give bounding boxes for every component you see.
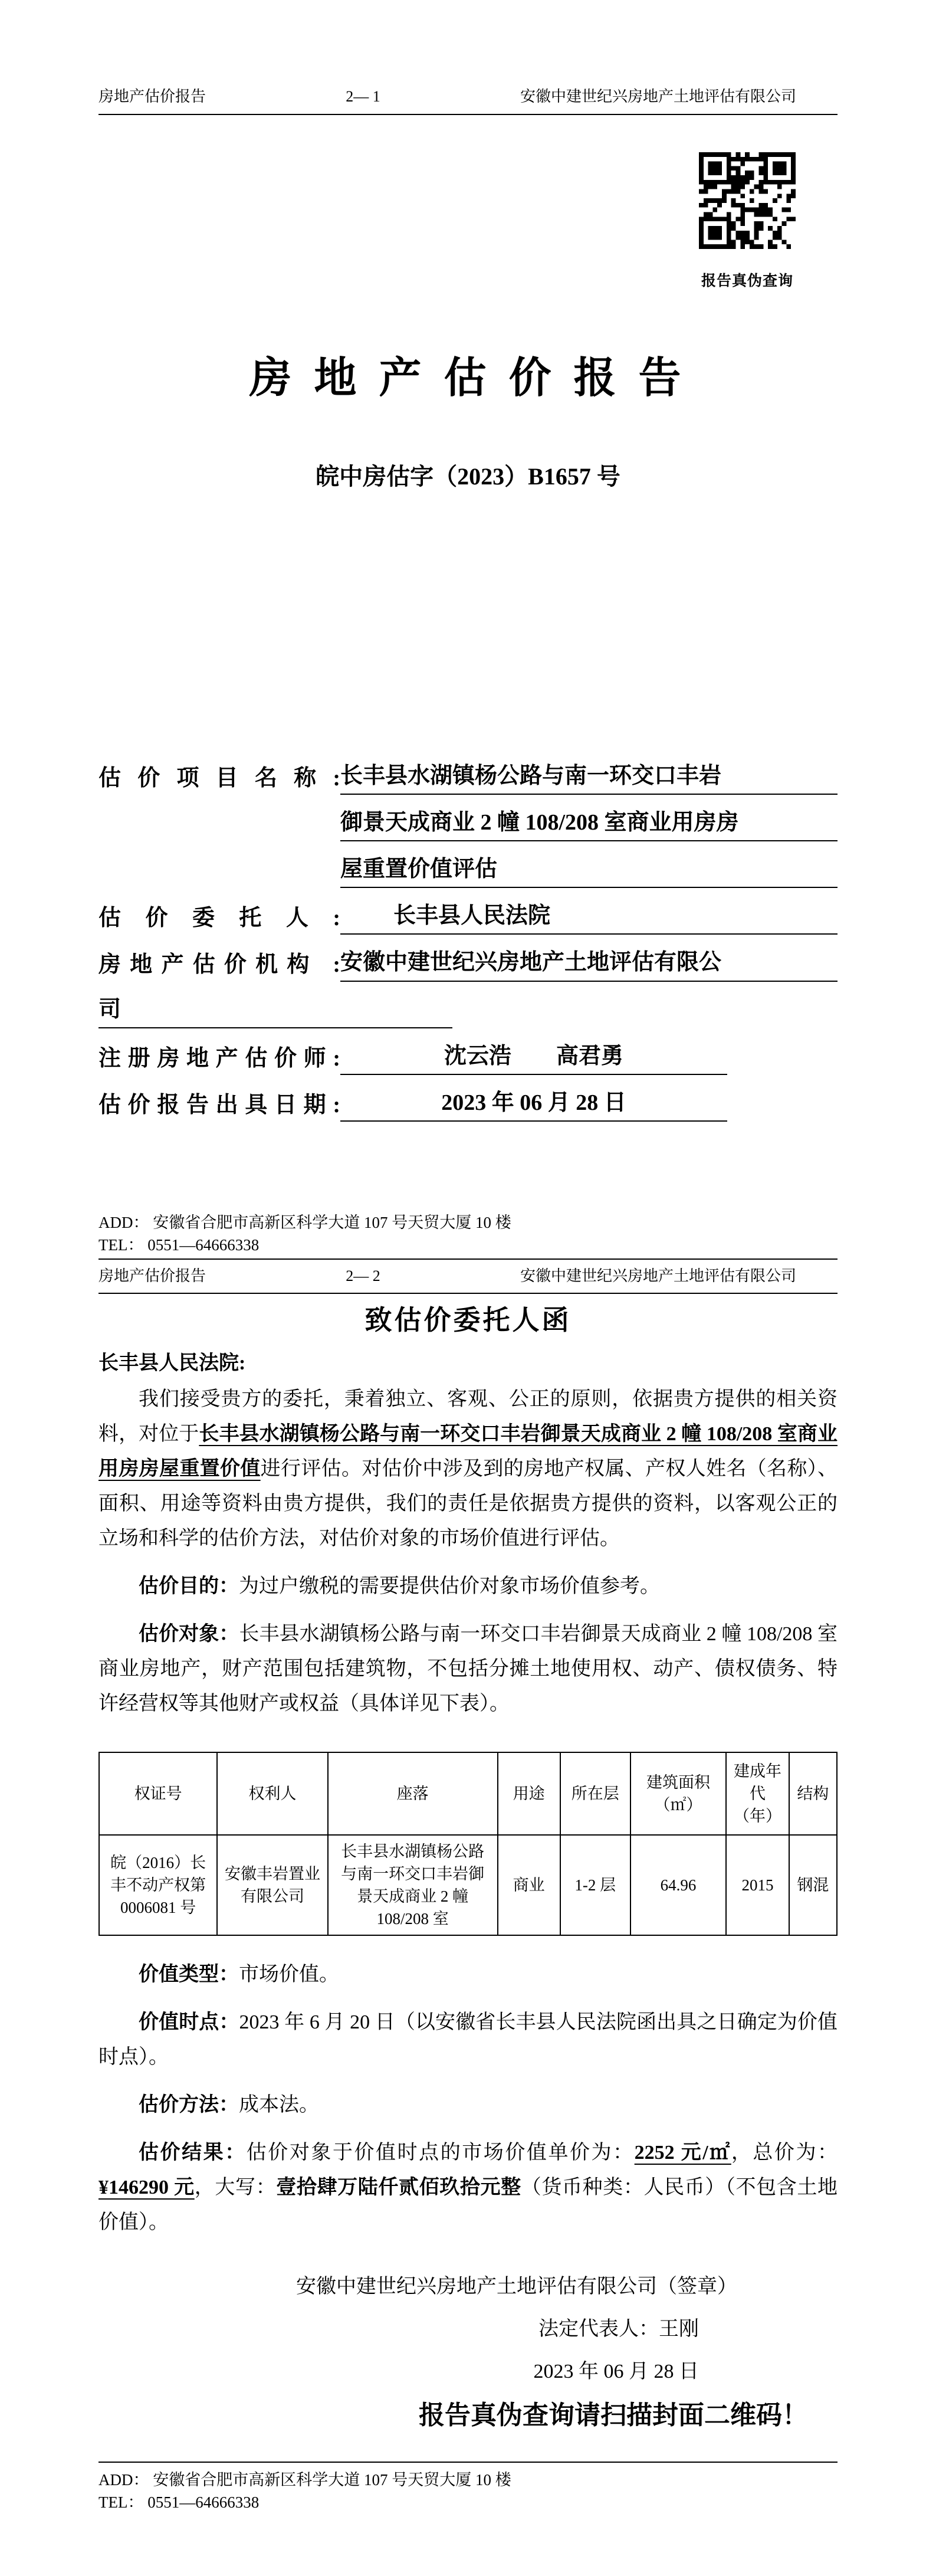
value-type-label: 价值类型： <box>139 1964 239 1986</box>
purpose-paragraph <box>98 1569 838 1604</box>
header-doc-title: 房地产估价报告 <box>98 88 206 105</box>
project-name-label: 估 价 项 目 名 称 : <box>98 766 340 791</box>
col-certificate-no: 权证号 <box>99 1752 217 1835</box>
footer-rule <box>98 2462 838 2463</box>
qr-block <box>699 152 796 290</box>
form-row-project-cont1 <box>340 807 838 841</box>
method-label: 估价方法： <box>139 2094 239 2116</box>
subject-label: 估价对象： <box>139 1623 239 1646</box>
header-page-number: 2— 2 <box>346 1267 380 1284</box>
result-label: 估价结果： <box>139 2142 247 2164</box>
value-date-text: 2023 年 6 月 20 日（以安徽省长丰县人民法院函出具之日确定为价值时点）。 <box>98 2011 838 2069</box>
cover-form <box>98 760 838 1122</box>
header-doc-title: 房地产估价报告 <box>98 1267 206 1284</box>
signature-block <box>98 2266 838 2393</box>
agency-line2: 司 <box>98 994 452 1028</box>
qr-scan-notice: 报告真伪查询请扫描封面二维码！ <box>419 2401 808 2430</box>
purpose-text: 为过户缴税的需要提供估价对象市场价值参考。 <box>239 1575 660 1598</box>
page1-header <box>98 87 838 115</box>
report-date-label: 估价报告出具日期: <box>98 1092 340 1117</box>
cell-certificate-no: 皖（2016）长丰不动产权第0006081 号 <box>99 1835 217 1935</box>
form-row-project-cont2 <box>340 853 838 888</box>
page2-footer <box>98 2469 838 2513</box>
value-type-paragraph <box>98 1957 838 1992</box>
client-value: 长丰县人民法院 <box>340 900 838 935</box>
form-row-report-date <box>98 1087 838 1122</box>
col-structure: 结构 <box>789 1752 837 1835</box>
signature-date: 2023 年 06 月 28 日 <box>533 2361 699 2383</box>
report-cover-page <box>0 87 936 1256</box>
letter-body <box>98 1346 838 2434</box>
footer-address: ADD： 安徽省合肥市高新区科学大道 107 号天贸大厦 10 楼 <box>98 2471 511 2489</box>
cell-use: 商业 <box>498 1835 560 1935</box>
form-row-agency <box>98 946 838 981</box>
page1-footer <box>98 1211 838 1256</box>
col-location: 座落 <box>328 1752 498 1835</box>
subject-paragraph <box>98 1617 838 1721</box>
table-row <box>99 1835 837 1935</box>
report-date-value: 2023 年 06 月 28 日 <box>340 1087 727 1122</box>
intro-post: 进行评估。对估价中涉及到的房地产权属、产权人姓名（名称）、面积、用途等资料由贵方提供，我们的责任是依据贵方提供的资料，以客观公正的立场和科学的估价方法，对估价对象的市场价值进行评估。 <box>98 1458 838 1550</box>
result-mid2: ，大写： <box>194 2177 277 2199</box>
cell-location: 长丰县水湖镇杨公路与南一环交口丰岩御景天成商业 2 幢 108/208 室 <box>328 1835 498 1935</box>
col-use: 用途 <box>498 1752 560 1835</box>
header-company-name: 安徽中建世纪兴房地产土地评估有限公司 <box>520 1267 796 1284</box>
header-company-name: 安徽中建世纪兴房地产土地评估有限公司 <box>520 88 796 105</box>
client-label: 估 价 委 托 人 : <box>98 906 340 931</box>
value-type-text: 市场价值。 <box>239 1964 339 1986</box>
report-number: 皖中房估字（2023）B1657 号 <box>316 463 620 490</box>
result-pre: 估价对象于价值时点的市场价值单价为： <box>246 2142 635 2164</box>
appraiser-value: 沈云浩 高君勇 <box>340 1040 727 1075</box>
agency-line1: 安徽中建世纪兴房地产土地评估有限公 <box>340 946 838 981</box>
form-row-agency-cont <box>98 994 838 1028</box>
appraiser-label: 注册房地产估价师: <box>98 1046 340 1071</box>
project-name-line2: 御景天成商业 2 幢 108/208 室商业用房房 <box>340 807 838 841</box>
cell-built-year: 2015 <box>726 1835 789 1935</box>
letter-page <box>0 1267 936 2514</box>
col-floor-area: 建筑面积（㎡） <box>630 1752 727 1835</box>
intro-paragraph <box>98 1382 838 1556</box>
header-page-number: 2— 1 <box>346 88 380 105</box>
subject-text: 长丰县水湖镇杨公路与南一环交口丰岩御景天成商业 2 幢 108/208 室商业房地产，财产范围包括建筑物，不包括分摊土地使用权、动产、债权债务、特许经营权等其他财产或权益（具体详见下表）。 <box>98 1623 838 1715</box>
salutation: 长丰县人民法院: <box>98 1352 246 1375</box>
signature-legal-representative: 法定代表人：王刚 <box>538 2318 699 2341</box>
agency-label: 房地产估价机构 : <box>98 952 340 978</box>
project-name-line3: 屋重置价值评估 <box>340 853 838 888</box>
qr-caption: 报告真伪查询 <box>701 273 793 289</box>
footer-phone: TEL： 0551—64666338 <box>98 2493 260 2512</box>
result-unit-price: 2252 元/㎡ <box>634 2142 731 2164</box>
result-total-price: ¥146290 元 <box>98 2177 195 2199</box>
cell-floor-area: 64.96 <box>630 1835 727 1935</box>
result-mid: ，总价为： <box>731 2142 838 2164</box>
page2-header <box>98 1267 838 1294</box>
result-post: （货币种类：人民币）（不包含土地价值）。 <box>98 2177 838 2234</box>
table-header-row <box>99 1752 837 1835</box>
intro-pre: 我们接受贵方的委托，秉着独立、客观、公正的原则，依据贵方提供的相关资料，对位于 <box>98 1388 838 1446</box>
footer-phone: TEL： 0551—64666338 <box>98 1235 260 1254</box>
col-owner: 权利人 <box>217 1752 328 1835</box>
method-paragraph <box>98 2087 838 2122</box>
form-row-project <box>98 760 838 795</box>
qr-code-icon <box>699 152 796 249</box>
report-title: 房 地 产 估 价 报 告 <box>249 354 687 402</box>
subject-property-table <box>98 1752 838 1936</box>
col-built-year: 建成年代（年） <box>726 1752 789 1835</box>
cell-owner: 安徽丰岩置业有限公司 <box>217 1835 328 1935</box>
cell-structure: 钢混 <box>789 1835 837 1935</box>
value-date-paragraph <box>98 2005 838 2074</box>
intro-subject-bold: 长丰县水湖镇杨公路与南一环交口丰岩御景天成商业 2 幢 108/208 室商业用房房屋重置价值 <box>98 1423 838 1480</box>
result-paragraph <box>98 2135 838 2240</box>
col-floor: 所在层 <box>560 1752 630 1835</box>
value-date-label: 价值时点： <box>139 2011 239 2034</box>
page-divider-rule <box>98 1258 838 1260</box>
method-text: 成本法。 <box>239 2094 319 2116</box>
cell-floor: 1-2 层 <box>560 1835 630 1935</box>
letter-title: 致估价委托人函 <box>364 1305 572 1336</box>
footer-address: ADD： 安徽省合肥市高新区科学大道 107 号天贸大厦 10 楼 <box>98 1213 511 1231</box>
project-name-line1: 长丰县水湖镇杨公路与南一环交口丰岩 <box>340 760 838 795</box>
signature-company: 安徽中建世纪兴房地产土地评估有限公司（签章） <box>296 2276 737 2298</box>
form-row-appraiser <box>98 1040 838 1075</box>
form-row-client <box>98 900 838 935</box>
result-capital-amount: 壹拾肆万陆仟贰佰玖拾元整 <box>276 2177 521 2199</box>
purpose-label: 估价目的： <box>139 1575 239 1598</box>
